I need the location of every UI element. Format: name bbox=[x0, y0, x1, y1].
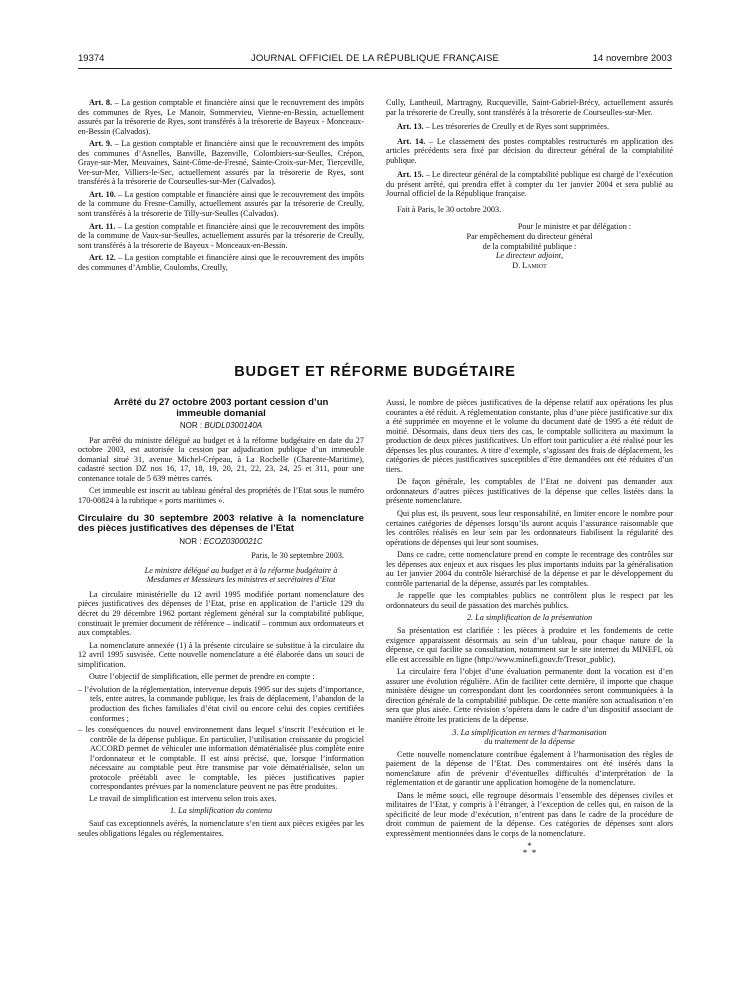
circulaire-paragraph: Sauf cas exceptionnels avérés, la nomenclature s’en tient aux pièces exigées par les seules obligations légales ou réglementaires. bbox=[78, 818, 364, 838]
signature-line-1: Pour le ministre et par délégation : bbox=[517, 222, 632, 232]
circulaire-date: Paris, le 30 septembre 2003. bbox=[251, 551, 344, 561]
circulaire-paragraph: La nomenclature annexée (1) à la présente circulaire se substitue à la circulaire du 12 avril 1995 susvisée. Cette nouvelle nomenclature a été élaborée dans un souci de simplification. bbox=[78, 640, 364, 669]
article-11: Art. 11. – La gestion comptable et financière ainsi que le recouvrement des impôts de la commune de Vaux-sur-Seulles, actuellement assurés par la trésorerie de Creully, sont transférés à la trésorerie de Bayeux - Monceaux-en-Bessin. bbox=[78, 221, 364, 250]
section-separator-stars: * * * bbox=[522, 840, 537, 858]
subheading-3-line-1: 3. La simplification en termes d’harmonisation bbox=[452, 727, 607, 737]
circulaire-nor: NOR : ECOZ0300021C bbox=[179, 536, 263, 546]
circulaire-paragraph: De façon générale, les comptables de l’Etat ne doivent pas demander aux ordonnateurs d’autres pièces justificatives de la dépense que celles listées dans la présente nomenclature. bbox=[386, 477, 673, 506]
circulaire-paragraph: Cette nouvelle nomenclature contribue également à l’harmonisation des règles de paiement de la dépense de l’Etat. Des commentaires ont été insérés dans la nomenclature afin de prévenir d’éventuelles difficultés d’interprétation de la réglementation et de garantir une application homogène de la nomenclature. bbox=[386, 749, 673, 788]
article-9: Art. 9. – La gestion comptable et financière ainsi que le recouvrement des impôts des communes d’Asnelles, Banville, Bazenville, Colombiers-sur-Seulles, Crépon, Graye-sur-Mer, Meuvaines, Saint-Côme-de-Fresné, Sainte-Croix-sur-Mer, Tierceville, Ver-sur-Mer, Villiers-le-Sec, actuellement assurés par la trésorerie de Ryes, sont transférés à la trésorerie de Courseulles-sur-Mer (Calvados). bbox=[78, 139, 364, 187]
circulaire-paragraph: Outre l’objectif de simplification, elle permet de prendre en compte : bbox=[89, 672, 315, 682]
list-item: – l’évolution de la réglementation, intervenue depuis 1995 sur des sujets d’importance, tels, entre autres, la commande publique, les frais de déplacement, l’abandon de la production des fiches familiales d’état civil ou encore celui des copies certifiées conformes ; bbox=[78, 684, 364, 723]
section-title: BUDGET ET RÉFORME BUDGÉTAIRE bbox=[234, 364, 516, 380]
circulaire-title: Circulaire du 30 septembre 2003 relative à la nomenclature des pièces justificatives des dépenses de l’Etat bbox=[78, 512, 364, 535]
circulaire-address: Le ministre délégué au budget et à la réforme budgétaire à Mesdames et Messieurs les ministres et secrétaires d’Etat bbox=[144, 565, 338, 585]
issue-date: 14 novembre 2003 bbox=[592, 53, 672, 64]
bottom-right-column bbox=[386, 398, 673, 857]
circulaire-paragraph: La circulaire fera l’objet d’une évaluation permanente dont la vocation est d’en assurer une évolution régulière. Afin de faciliter cette dernière, il importe que chaque ministère désigne un correspondant dont les coordonnées seront communiquées à la direction générale de la comptabilité publique. De cette manière son actualisation n’en sera que plus aisée. Cette révision s’opérera dans le cadre d’un dispositif associant de manière étroite les praticiens de la dépense. bbox=[386, 667, 673, 724]
article-13: Art. 13. – Les trésoreries de Creully et de Ryes sont supprimées. bbox=[397, 122, 610, 132]
article-8: Art. 8. – La gestion comptable et financière ainsi que le recouvrement des impôts des communes de Ryes, Le Manoir, Sommervieu, Vienne-en-Bessin, actuellement assurés par la trésorerie de Ryes, sont transférés à la trésorerie de Bayeux - Monceaux-en-Bessin (Calvados). bbox=[78, 98, 364, 136]
running-header bbox=[78, 53, 672, 67]
signatory-role: Le directeur adjoint, bbox=[495, 251, 564, 261]
circulaire-paragraph: Sa présentation est clarifiée : les pièces à produire et les fondements de cette exigence apparaissent désormais au sein d’un tableau, pour chaque nature de la dépense, ce qui facilite sa consultation, notamment sur le site internet du MINEFI, où elle est accessible en ligne (http://www.minefi.gouv.fr/Tresor_public). bbox=[386, 626, 673, 664]
header-rule bbox=[78, 68, 672, 69]
signatory-name: D. Lamiot bbox=[512, 260, 547, 270]
circulaire-paragraph: Dans ce cadre, cette nomenclature prend en compte le recentrage des contrôles sur les dépenses aux enjeux et aux risques les plus importants induits par la généralisation au 1er janvier 2004 du contrôle hiérarchisé de la dépense et par le développement du contrôle partenarial de la dépense, assurés par les comptables. bbox=[386, 550, 673, 588]
arrete-title: Arrêté du 27 octobre 2003 portant cession d’un immeuble domanial bbox=[113, 397, 329, 419]
subheading-2: 2. La simplification de la présentation bbox=[466, 613, 593, 623]
fait-a-paris: Fait à Paris, le 30 octobre 2003. bbox=[397, 204, 502, 214]
bottom-left-column bbox=[78, 398, 364, 841]
subheading-3-line-2: du traitement de la dépense bbox=[484, 737, 575, 747]
list-item: – les conséquences du nouvel environnement dans lequel s’inscrit l’exécution et le contrôle de la dépense publique. En particulier, l’utilisation croissante du progiciel ACCORD permet de véhiculer une information dématérialisée plus complète entre l’ordonnateur et le comptable. Il est ainsi précisé, que, lorsque l’information nécessaire au comptable peut être transmise par voie dématérialisée, selon un protocole préétabli avec le comptable, les pièces justificatives papier correspondantes prévues par la nomenclature peuvent ne pas être produites. bbox=[78, 725, 364, 792]
circulaire-paragraph: Aussi, le nombre de pièces justificatives de la dépense relatif aux opérations les plus courantes a été réduit. A réglementation constante, plus d’une pièce justificative sur dix a été supprimée en moyenne et le volume du document daté de 1995 a été réduit de moitié. Désormais, dans deux tiers des cas, le comptable sollicitera au maximum la production de deux pièces justificatives. Un effort tout particulier a été réalisé pour les dépenses les plus courantes. A titre d’exemple, s’agissant des frais de déplacement, les catégories de pièces justificatives susceptibles d’être demandées ont été réduites d’un tiers. bbox=[386, 398, 673, 474]
article-10: Art. 10. – La gestion comptable et financière ainsi que le recouvrement des impôts de la commune du Fresne-Camilly, actuellement assurés par la trésorerie de Creully, sont transférés à la trésorerie de Tilly-sur-Seulles (Calvados). bbox=[78, 189, 364, 219]
top-right-column bbox=[386, 98, 673, 270]
arrete-nor: NOR : BUDL0300140A bbox=[179, 421, 263, 431]
arrete-paragraph: Par arrêté du ministre délégué au budget et à la réforme budgétaire en date du 27 octobre 2003, est autorisée la cession par adjudication publique d’un immeuble domanial situé 31, avenue Michel-Crépeau, à La Rochelle (Charente-Maritime), cadastré section DZ nos 16, 17, 18, 19, 20, 21, 22, 23, 24, 25 et 311, pour une contenance totale de 5 639 mètres carrés. bbox=[78, 435, 364, 483]
subheading-1: 1. La simplification du contenu bbox=[169, 806, 273, 816]
article-12-continuation: Cully, Lantheuil, Martragny, Rucqueville, Saint-Gabriel-Brécy, actuellement assurés par la trésorerie de Creully, sont transférés à la trésorerie de Courseulles-sur-Mer. bbox=[386, 98, 673, 117]
circulaire-paragraph: Qui plus est, ils peuvent, sous leur responsabilité, en limiter encore le nombre pour certaines catégories de dépenses lorsqu’ils auront acquis l’assurance raisonnable que les contrôles réalisés en leur sein par les ordonnateurs fiabilisent la régularité des opérations de dépenses qui leur sont soumises. bbox=[386, 509, 673, 547]
article-15: Art. 15. – Le directeur général de la comptabilité publique est chargé de l’exécution du présent arrêté, qui prendra effet à compter du 1er janvier 2004 et sera publié au Journal officiel de la République française. bbox=[386, 170, 673, 199]
article-12: Art. 12. – La gestion comptable et financière ainsi que le recouvrement des impôts des communes d’Amblie, Coulombs, Creully, bbox=[78, 253, 364, 272]
signature-line-2: Par empêchement du directeur général bbox=[466, 232, 593, 242]
page-number: 19374 bbox=[78, 53, 105, 64]
circulaire-paragraph: La circulaire ministérielle du 12 avril 1995 modifiée portant nomenclature des pièces justificatives des dépenses de l’Etat, prise en application de l’article 129 du décret du 29 décembre 1962 portant règlement général sur la comptabilité publique, constituait le premier document de référence – indicatif – commun aux ordonnateurs et aux comptables. bbox=[78, 589, 364, 638]
signature-line-3: de la comptabilité publique : bbox=[482, 241, 577, 251]
circulaire-paragraph: Je rappelle que les comptables publics ne contrôlent plus le respect par les ordonnateurs du seuil de passation des marchés publics. bbox=[386, 591, 673, 610]
circulaire-paragraph: Dans le même souci, elle regroupe désormais l’ensemble des dépenses civiles et militaires de l’Etat, y compris à l’étranger, à l’exception de celles qui, en raison de la spécificité de leur mode d’exécution, n’entrent pas dans le cadre de la procédure de droit commun de paiement de la dépense. Ces catégories de dépenses sont alors expressément mentionnées dans le corps de la nomenclature. bbox=[386, 790, 673, 838]
circulaire-paragraph: Le travail de simplification est intervenu selon trois axes. bbox=[89, 793, 277, 803]
arrete-paragraph: Cet immeuble est inscrit au tableau général des propriétés de l’Etat sous le numéro 170-00824 à la rubrique « ports maritimes ». bbox=[78, 486, 364, 506]
article-14: Art. 14. – Le classement des postes comptables restructurés en application des articles précédents sera fixé par décision du directeur général de la comptabilité publique. bbox=[386, 136, 673, 165]
journal-title: JOURNAL OFFICIEL DE LA RÉPUBLIQUE FRANÇAISE bbox=[250, 53, 500, 64]
top-left-column bbox=[78, 98, 364, 275]
